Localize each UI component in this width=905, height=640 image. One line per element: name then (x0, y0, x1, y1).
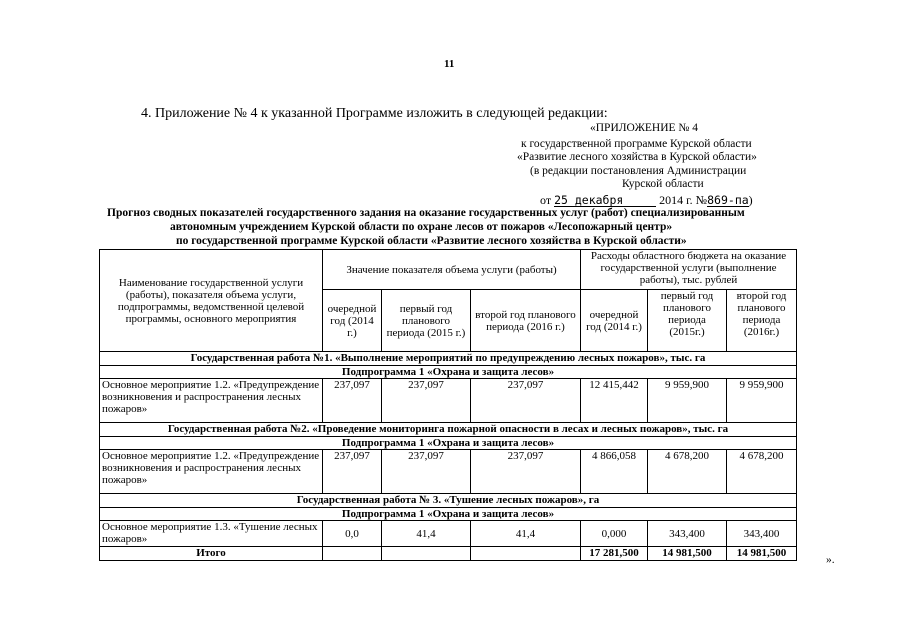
total-cell: 17 281,500 (581, 547, 648, 561)
resolution-number: 869-па (707, 193, 749, 207)
header-budget-2014: очередной год (2014 г.) (581, 290, 648, 352)
budget-cell: 0,000 (581, 521, 648, 547)
header-budget-2015: первый год планового периода (2015г.) (648, 290, 727, 352)
total-cell: 14 981,500 (648, 547, 727, 561)
document-title: автономным учреждением Курской области по охране лесов от пожаров «Лесопожарный центр» (170, 221, 673, 233)
header-budget-2016: второй год планового периода (2016г.) (727, 290, 797, 352)
value-cell: 41,4 (382, 521, 471, 547)
subprogram-heading: Подпрограмма 1 «Охрана и защита лесов» (100, 508, 797, 521)
row-name: Основное мероприятие 1.2. «Предупреждение возникновения и распространения лесных пожаров» (100, 450, 323, 494)
budget-cell: 343,400 (727, 521, 797, 547)
close-paren: ) (748, 193, 753, 207)
header-volume: Значение показателя объема услуги (работы) (323, 250, 581, 290)
value-cell: 0,0 (323, 521, 382, 547)
total-label: Итого (100, 547, 323, 561)
subprogram-heading: Подпрограмма 1 «Охрана и защита лесов» (100, 366, 797, 379)
appendix-line: «Развитие лесного хозяйства в Курской области» (517, 151, 757, 163)
subprogram-heading: Подпрограмма 1 «Охрана и защита лесов» (100, 437, 797, 450)
value-cell: 41,4 (471, 521, 581, 547)
row-name: Основное мероприятие 1.2. «Предупреждение возникновения и распространения лесных пожаров» (100, 379, 323, 423)
header-volume-2014: очередной год (2014 г.) (323, 290, 382, 352)
document-title: по государственной программе Курской области «Развитие лесного хозяйства в Курской области» (176, 235, 687, 247)
value-cell: 237,097 (323, 450, 382, 494)
value-cell: 237,097 (471, 450, 581, 494)
empty-cell (471, 547, 581, 561)
resolution-date: 25 декабря (554, 195, 656, 207)
forecast-table (99, 249, 797, 561)
appendix-resolution-line (540, 193, 753, 208)
closing-quote: ». (826, 554, 835, 566)
header-volume-2016: второй год планового периода (2016 г.) (471, 290, 581, 352)
value-cell: 237,097 (382, 379, 471, 423)
budget-cell: 4 678,200 (648, 450, 727, 494)
total-cell: 14 981,500 (727, 547, 797, 561)
work-heading: Государственная работа №2. «Проведение мониторинга пожарной опасности в лесах и лесных пожаров», тыс. га (100, 423, 797, 437)
work-heading: Государственная работа № 3. «Тушение лесных пожаров», га (100, 494, 797, 508)
header-volume-2015: первый год планового периода (2015 г.) (382, 290, 471, 352)
appendix-heading: «ПРИЛОЖЕНИЕ № 4 (590, 122, 699, 134)
appendix-line: Курской области (622, 178, 704, 190)
appendix-line: к государственной программе Курской области (521, 138, 752, 150)
budget-cell: 12 415,442 (581, 379, 648, 423)
budget-cell: 9 959,900 (727, 379, 797, 423)
appendix-line: (в редакции постановления Администрации (530, 165, 747, 177)
year-label: 2014 г. № (659, 193, 708, 207)
header-budget: Расходы областного бюджета на оказание государственной услуги (выполнение работы), тыс. рублей (581, 250, 797, 290)
header-name: Наименование государственной услуги (работы), показателя объема услуги, подпрограммы, ведомственной целевой программы, основного мероприятия (100, 250, 323, 352)
empty-cell (382, 547, 471, 561)
intro-paragraph: 4. Приложение № 4 к указанной Программе изложить в следующей редакции: (141, 106, 608, 121)
page-number: 11 (444, 58, 455, 70)
value-cell: 237,097 (323, 379, 382, 423)
budget-cell: 343,400 (648, 521, 727, 547)
document-title: Прогноз сводных показателей государственного задания на оказание государственных услуг (работ) специализированным (107, 207, 745, 219)
from-label: от (540, 193, 552, 207)
empty-cell (323, 547, 382, 561)
work-heading: Государственная работа №1. «Выполнение мероприятий по предупреждению лесных пожаров», тыс. га (100, 352, 797, 366)
value-cell: 237,097 (382, 450, 471, 494)
budget-cell: 4 678,200 (727, 450, 797, 494)
budget-cell: 4 866,058 (581, 450, 648, 494)
budget-cell: 9 959,900 (648, 379, 727, 423)
row-name: Основное мероприятие 1.3. «Тушение лесных пожаров» (100, 521, 323, 547)
value-cell: 237,097 (471, 379, 581, 423)
